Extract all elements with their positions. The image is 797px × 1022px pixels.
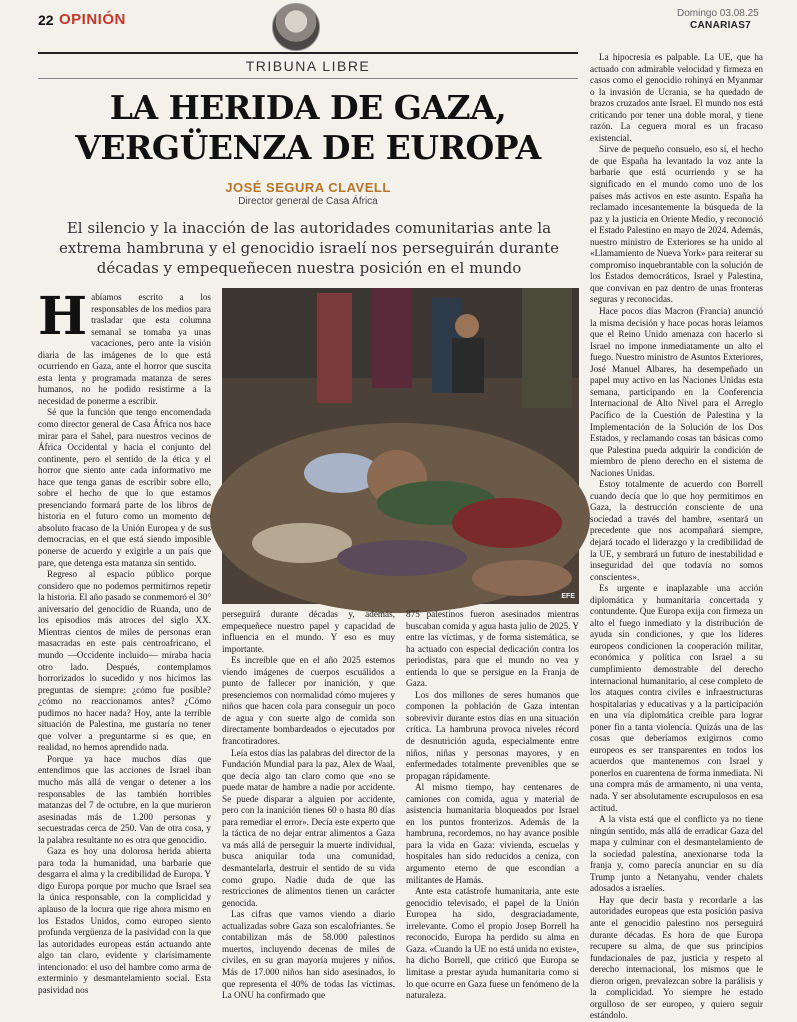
headline [38, 88, 578, 168]
paragraph: Hace pocos días Macron (Francia) anunció la misma decisión y hace pocas horas leíamos que el Reino Unido amenaza con hacerlo si Israel no impone inmediatamente un alto el fuego. Nuestro ministro de Asuntos Exteriores, José Manuel Albares, ha desempeñado un papel muy activo en las Naciones Unidas esta semana, participando en la Conferencia Internacional de Alto Nivel para el Arreglo Pacífico de la Cuestión de Palestina y la Implementación de la Solución de los Dos Estados, y reclamando cosas tan básicas como que Palestina pueda adquirir la condición de miembro de pleno derecho en el sistema de Naciones Unidas. [590, 306, 763, 478]
page-number: 22 [38, 12, 54, 28]
drop-cap: H [38, 286, 88, 347]
author-role: Director general de Casa África [238, 196, 378, 207]
paragraph: Leía estos días las palabras del director de la Fundación Mundial para la paz, Alex de Waal, que decía algo tan claro como que «no se puede matar de hambre a nadie por accidente. Se puede disparar a alguien por accidente, pero con la inanición tienes 60 o hasta 80 días para remediar el error». Decía este experto que la táctica de no dejar entrar alimentos a Gaza va más allá de perseguir la muerte individual, busca aniquilar toda una comunidad, desmantelarla, destruir el sentido de su vida como grupo. Nadie duda de que las restricciones de alimentos tienen un carácter genocida. [222, 747, 395, 908]
paragraph: abíamos escrito a los responsables de los medios para trasladar que esta columna semanal se tomaba ya unas vacaciones, pero ante la visión diaria de las imágenes de lo que está ocurriendo en Gaza, ante el horror que suscita esta lenta y programada matanza de seres humanos, no he podido resistirme a la necesidad de ponerme a escribir. [38, 292, 211, 406]
page-header [0, 0, 797, 52]
paragraph: Los dos millones de seres humanos que componen la población de Gaza intentan sobrevivir durante estos días en una situación crítica. La hambruna provoca niveles récord de desnutrición aguda, especialmente entre niños, niñas y personas mayores, y en enfermedades totalmente prevenibles que se propagan rápidamente. [406, 689, 579, 781]
section-label: OPINIÓN [59, 11, 126, 28]
issue-date: Domingo 03.08.25 [677, 8, 759, 19]
paragraph: Estoy totalmente de acuerdo con Borrell cuando decía que lo que hoy permitimos en Gaza, la destrucción consciente de una sociedad a través del hambre, «sentará un precedente que nos acompañará siempre, dejará tocado el liderazgo y la credibilidad de la UE, y sembrará un futuro de inestabilidad e inseguridad del que todavía no somos conscientes». [590, 479, 763, 582]
paragraph: 875 palestinos fueron asesinados mientras buscaban comida y agua hasta julio de 2025. Y entre las víctimas, y de forma sistemática, se ha actuado con especial dedicación contra los periodistas, para que el mundo no vea y entienda lo que se persigue en la Franja de Gaza. [406, 609, 579, 689]
newspaper-name: CANARIAS7 [690, 20, 752, 31]
paragraph: La hipocresía es palpable. La UE, que ha actuado con admirable velocidad y firmeza en casos como el genocidio rohinyá en Myanmar o la invasión de Ucrania, se ha quedado de brazos cruzados ante Israel. El mundo nos está criticando por tener una doble moral, y tiene razón. La ceguera moral es un fracaso existencial. [590, 52, 763, 143]
paragraph: Porque ya hace muchos días que entendimos que las acciones de Israel iban mucho más allá de vengar o detener a los responsables de las también horribles matanzas del 7 de octubre, en la que murieron asesinadas más de 1.200 personas y secuestradas cerca de 250. Van de otra cosa, y la palabra resultante no es otra que genocidio. [38, 753, 211, 845]
author-photo [272, 3, 320, 51]
paragraph: Las cifras que vamos viendo a diario actualizadas sobre Gaza son escalofriantes. Se contabilizan más de 58.000 palestinos muertos, incluyendo decenas de miles de civiles, en su gran mayoría mujeres y niños. Más de 17.000 niños han sido asesinados, lo que representa el 40% de todas las víctimas. La ONU ha confirmado que [222, 909, 395, 1001]
paragraph: Hay que decir basta y recordarle a las autoridades europeas que esta posición pasiva ante el genocidio palestino nos perseguirá durante décadas. Es hora de que Europa recupere su alma, de que sus principios fundacionales de paz, justicia y respeto al derecho internacional, los mismos que le dieron origen, prevalezcan sobre la parálisis y la complicidad. Yo siempre he estado orgulloso de ser europeo, y quiero seguir estándolo. [590, 894, 763, 1021]
paragraph: Regreso al espacio público porque considero que no podemos permitirnos repetir la historia. El año pasado se conmemoró el 30° aniversario del genocidio de Ruanda, uno de los episodios más atroces del siglo XX. Mientras cientos de miles de personas eran masacradas en este país centroafricano, el mundo —Occidente incluido— miraba hacia otro lado. Después, contemplamos horrorizados lo sucedido y nos hicimos las preguntas de siempre: ¿cómo fue posible? ¿cómo no reaccionamos antes? ¿Cómo pudimos no hacer nada? Hoy, ante la terrible situación de Palestina, me gustaría no tener que volver a preguntarme si es que, en realidad, no hemos aprendido nada. [38, 569, 211, 753]
paragraph: A la vista está que el conflicto ya no tiene ningún sentido, más allá de erradicar Gaza del mapa y culminar con el desmantelamiento de la sociedad palestina, anexionarse toda la franja y, como parecía anunciar en su día Trump junto a Netanyahu, vender chalets adosados a israelíes. [590, 814, 763, 894]
paragraph: Es urgente e inaplazable una acción diplomática y humanitaria concertada y contundente. Que Europa exija con firmeza un alto el fuego inmediato y la distribución de ayuda sin condiciones, y que los líderes europeos condicionen la cooperación militar, económica y política con Israel a su cumplimiento demostrable del derecho internacional humanitario, al cese completo de los ataques contra civiles e infraestructuras hospitalarias y educativas y a la participación en una vía diplomática creíble para lograr poner fin a tanta violencia. Quizás una de las cosas que deberíamos exigirnos como europeos es ser transparentes en todos los acuerdos que mantenemos con Israel y ponerlos en cuarentena de forma inmediata. Ni una compra más de armamento, ni una venta, nada. Y ser absolutamente escrupulosos en esa actitud. [590, 583, 763, 813]
article-photo [222, 288, 579, 604]
paragraph: Ante esta catástrofe humanitaria, ante este genocidio televisado, el papel de la Unión Europea ha sido, desgraciadamente, irrelevante. Como el propio Josep Borrell ha reconocido, Europa ha perdido su alma en Gaza. «Cuando la UE no está unida no existe», ha dicho Borrell, que criticó que Europa se limitase a prestar ayuda humanitaria como si lo que ocurre en Gaza fuese un fenómeno de la naturaleza. [406, 886, 579, 1001]
paragraph: Al mismo tiempo, hay centenares de camiones con comida, agua y material de asistencia humanitaria bloqueados por Israel en los puntos fronterizos. Además de la hambruna, recordemos, no hay avance posible para la vida en Gaza: vivienda, escuelas y hospitales han sido reducidos a ceniza, con argumento eterno de que escondían a militantes de Hamás. [406, 782, 579, 885]
kicker-divider [38, 78, 578, 79]
column-1 [38, 286, 211, 995]
headline-line-2: VERGÜENZA DE EUROPA [75, 128, 541, 167]
paragraph: perseguirá durante décadas y, además, empequeñece nuestro papel y capacidad de influencia en el mundo. Y eso es muy importante. [222, 609, 395, 654]
paragraph: Sirve de pequeño consuelo, eso sí, el hecho de que España ha levantado la voz ante la barbarie que está ocurriendo y se ha significado en el mundo como uno de los países más activos en este asunto. España ha reclamado incesantemente la búsqueda de la paz y la justicia en Oriente Medio, y reconoció el Estado Palestino en mayo de 2024. Además, nuestro ministro de Exteriores se ha unido al «Llamamiento de Nueva York» para reiterar su compromiso inquebrantable con la solución de los Estados democráticos, Israel y Palestina, que convivan en paz dentro de unas fronteras seguras y reconocidas. [590, 144, 763, 305]
headline-line-1: LA HERIDA DE GAZA, [109, 88, 507, 127]
column-3 [406, 609, 579, 1001]
column-4 [590, 52, 763, 1021]
author-byline: JOSÉ SEGURA CLAVELL [225, 180, 391, 195]
paragraph: Sé que la función que tengo encomendada como director general de Casa África nos hace mirar para el Sahel, para nuestros vecinos de África Occidental y hacia el conjunto del continente, pero el sentido de la ética y el horror que siento ante cada informativo me hace que tenga ganas de escribir sobre ello, sobre el hecho de que lo que estamos presenciando formará parte de los libros de historia en el futuro como un momento de absoluto fracaso de la Unión Europea y de sus democracias, en el que está siendo imposible ponerse de acuerdo y exigirle a un país que pare, que detenga esta matanza sin sentido. [38, 407, 211, 568]
column-2 [222, 609, 395, 1001]
paragraph: Gaza es hoy una dolorosa herida abierta para toda la humanidad, una barbarie que desgarra el alma y la credibilidad de Europa. Y digo Europa porque por mucho que Israel sea la única responsable, con la complicidad y aplauso de la locura que rige ahora mismo en los Estados Unidos, como europeo siento profunda vergüenza de la pasividad con la que las autoridades europeas están actuando ante algo tan claro, evidente y clarísimamente intencionado: el uso del hambre como arma de exterminio y desmantelamiento social. Esta pasividad nos [38, 846, 211, 995]
kicker: TRIBUNA LIBRE [245, 58, 371, 74]
paragraph: Es increíble que en el año 2025 estemos viendo imágenes de cuerpos escuálidos a punto de fallecer por inanición, y que presenciemos con normalidad cómo mujeres y niños que hacen cola para conseguir un poco de agua y con suerte algo de comida son directamente bombardeados o ejecutados por francotiradores. [222, 655, 395, 747]
photo-credit: EFE [561, 593, 575, 600]
subheadline: El silencio y la inacción de las autoridades comunitarias ante la extrema hambruna y el genocidio israelí nos perseguirán durante décadas y empequeñecen nuestra posición en el mundo [58, 219, 559, 277]
photo-illustration [222, 288, 579, 604]
header-rule [38, 52, 578, 54]
